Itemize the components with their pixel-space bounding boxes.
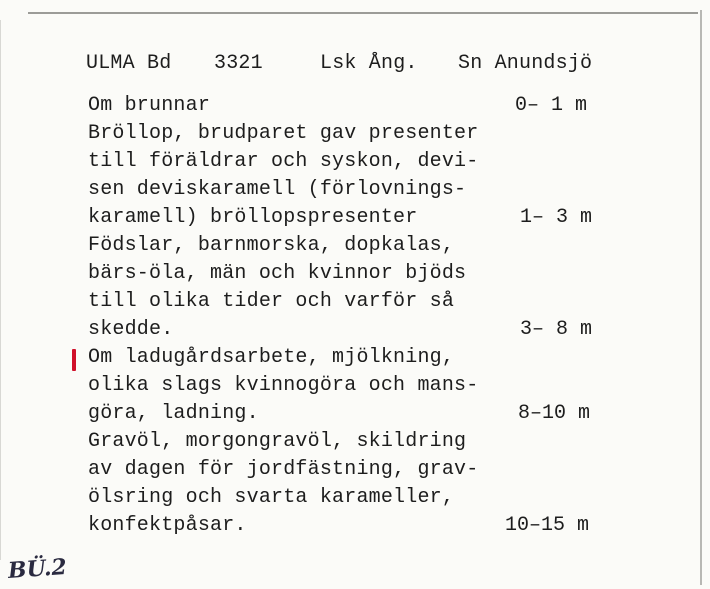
entry-range: 8–10 m <box>518 402 591 425</box>
entry-line: ölsring och svarta karameller, <box>88 486 455 509</box>
card-left-edge <box>0 20 1 560</box>
entry-range: 0– 1 m <box>515 94 588 117</box>
entry-range: 1– 3 m <box>520 206 593 229</box>
entry-range: 10–15 m <box>505 514 590 537</box>
red-margin-mark <box>72 349 76 371</box>
entry-line: bärs-öla, män och kvinnor bjöds <box>88 262 467 285</box>
entry-line: Födslar, barnmorska, dopkalas, <box>88 234 455 257</box>
entry-line: konfektpåsar. <box>88 514 247 537</box>
entry-line: sen deviskaramell (förlovnings- <box>88 178 467 201</box>
handwritten-note: BÜ.2 <box>7 553 68 585</box>
entry-line: Om ladugårdsarbete, mjölkning, <box>88 346 455 369</box>
entry-line: Gravöl, morgongravöl, skildring <box>88 430 467 453</box>
entry-line: Om brunnar <box>88 94 211 117</box>
entry-line: göra, ladning. <box>88 402 259 425</box>
entry-line: olika slags kvinnogöra och mans- <box>88 374 479 397</box>
entry-range: 3– 8 m <box>520 318 593 341</box>
entry-line: till olika tider och varför så <box>88 290 455 313</box>
header-number: 3321 <box>214 52 263 75</box>
entry-line: till föräldrar och syskon, devi- <box>88 150 479 173</box>
header-parish: Sn Anundsjö <box>458 52 593 75</box>
card-top-edge <box>28 12 698 14</box>
header-archive: ULMA Bd <box>86 52 172 75</box>
entry-line: av dagen för jordfästning, grav- <box>88 458 479 481</box>
entry-line: karamell) bröllopspresenter <box>88 206 418 229</box>
header-region: Lsk Ång. <box>320 52 418 75</box>
entry-line: skedde. <box>88 318 174 341</box>
card-right-edge <box>700 10 702 585</box>
entry-line: Bröllop, brudparet gav presenter <box>88 122 479 145</box>
